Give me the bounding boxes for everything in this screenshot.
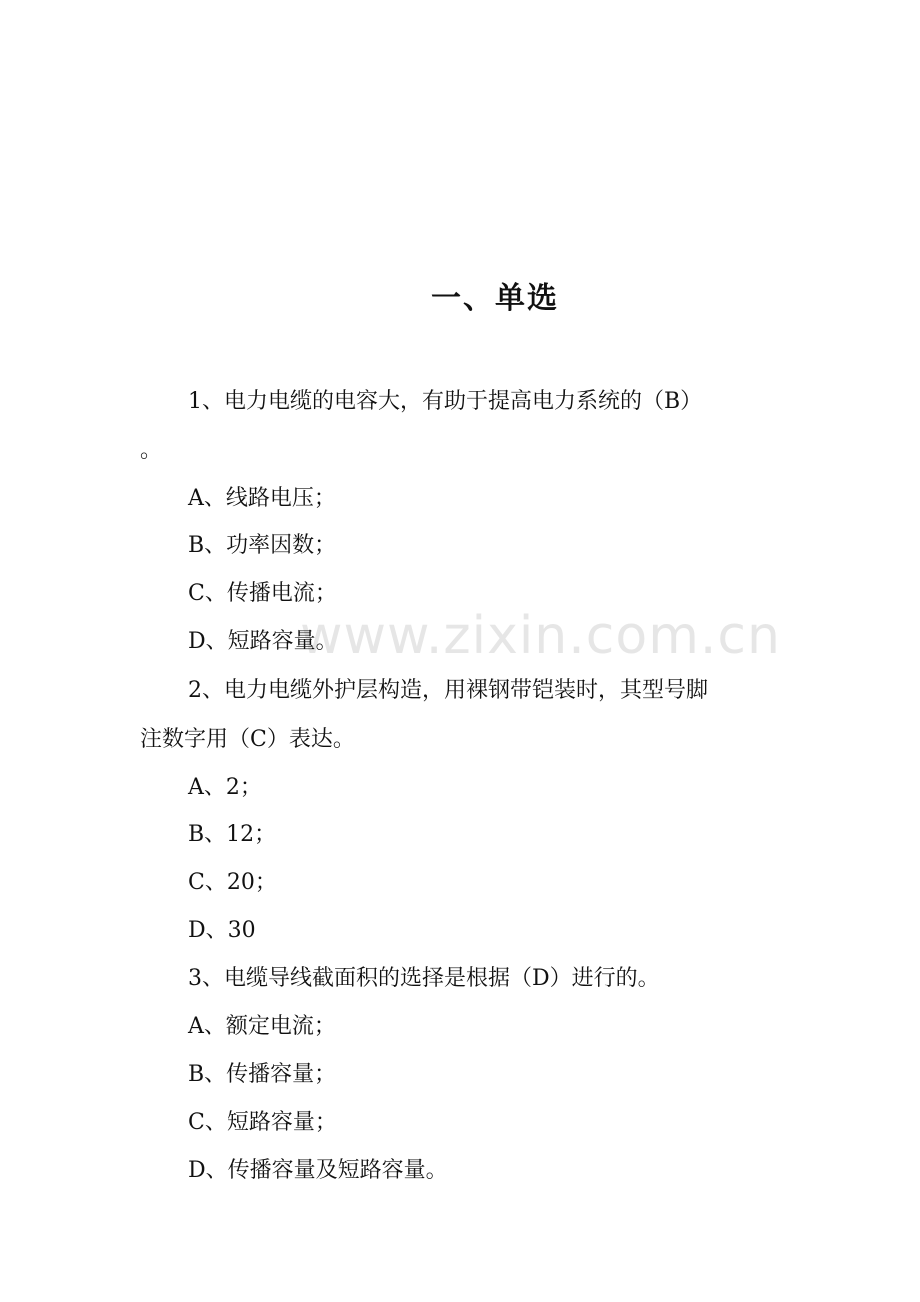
question-1-stem: 1、电力电缆的电容大，有助于提高电力系统的（B） [188,389,703,414]
question-3-option-d: D、传播容量及短路容量。 [188,1158,448,1183]
question-2-option-d: D、30 [188,918,256,943]
question-1-stem-continued: 。 [140,438,163,463]
question-3-option-c: C、短路容量； [188,1110,337,1135]
section-title: 一、单选 [431,281,559,316]
question-1-option-a: A、线路电压； [188,486,336,511]
question-1-option-d: D、短路容量。 [188,629,338,654]
question-3-stem: 3、电缆导线截面积的选择是根据（D）进行的。 [188,966,660,991]
question-1-option-c: C、传播电流； [188,581,337,606]
question-2-option-c: C、20； [188,870,277,895]
watermark: www.zixin.com.cn [300,606,781,666]
question-2-option-b: B、12； [188,822,277,847]
question-1-option-b: B、功率因数； [188,533,337,558]
question-2-stem-continued: 注数字用（C）表达。 [140,727,355,752]
question-2-stem: 2、电力电缆外护层构造，用裸钢带铠装时，其型号脚 [188,678,708,703]
question-3-option-b: B、传播容量； [188,1062,337,1087]
question-3-option-a: A、额定电流； [188,1014,336,1039]
question-2-option-a: A、2； [188,775,262,800]
